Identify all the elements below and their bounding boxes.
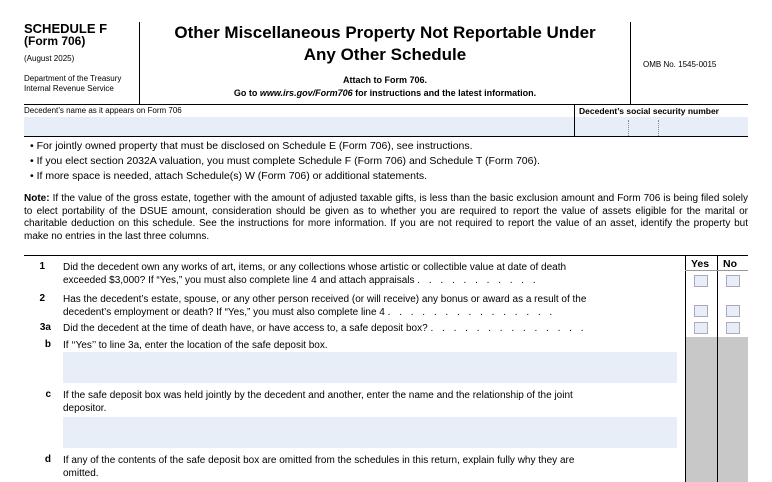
bullet-item: • If more space is needed, attach Schedule(s) W (Form 706) or additional statements.: [30, 170, 428, 182]
question-1-text: [63, 261, 675, 287]
question-3d-line1: If any of the contents of the safe deposit box are omitted from the schedules in this return, explain fully why they are: [63, 455, 575, 466]
note-text: If the value of the gross estate, together with the amount of adjusted taxable gifts, is less than the basic exclusion amount and Form 706 is being filed solely to elect portability of the DSUE amount, consideration should be given as to whether you are required to report the value of assets eligible for the marital or charitable deduction on this schedule. See the instructions for more information. If you are not required to report the value of an asset, identify the property but make no entries in the last three columns.: [24, 193, 748, 242]
leader-dots: . . . . . . . . . . . . . .: [430, 323, 587, 334]
schedule-name: SCHEDULE F: [24, 21, 108, 36]
instruction-bullets: [30, 139, 540, 184]
question-3b-text: If ‘‘Yes’’ to line 3a, enter the location of the safe deposit box.: [63, 340, 328, 351]
question-number: b: [44, 339, 51, 350]
question-2-line2: decedent’s employment or death? If “Yes,” you must also complete line 4: [63, 307, 385, 318]
q2-no-checkbox[interactable]: [726, 305, 740, 317]
question-1-line1: Did the decedent own any works of art, items, or any collections whose artistic or collectible value at date of death: [63, 262, 567, 273]
schedule-identifier: [24, 22, 140, 104]
revision-date: (August 2025): [24, 54, 75, 63]
q3a-yes-checkbox[interactable]: [694, 322, 708, 334]
bullet-item: • For jointly owned property that must be disclosed on Schedule E (Form 706), see instructions.: [30, 140, 473, 152]
instructions-link[interactable]: www.irs.gov/Form706: [259, 88, 353, 98]
q1-yes-checkbox[interactable]: [694, 275, 708, 287]
agency-line: Internal Revenue Service: [24, 84, 114, 93]
bullet-item: • If you elect section 2032A valuation, you must complete Schedule F (Form 706) and Schedule T (Form 706).: [30, 155, 540, 167]
question-3a-text: [63, 322, 675, 335]
shaded-yes-area: [686, 337, 717, 482]
question-3c-line1: If the safe deposit box was held jointly by the decedent and another, enter the name and the relationship of the joint: [63, 390, 573, 401]
note-label: Note:: [24, 193, 50, 204]
question-number: 3a: [39, 322, 51, 333]
questions-divider: [24, 255, 748, 256]
question-3a-line1: Did the decedent at the time of death have, or have access to, a safe deposit box?: [63, 323, 428, 334]
form-title-line1: Other Miscellaneous Property Not Reportable Under: [174, 23, 596, 42]
department-line: Department of the Treasury: [24, 74, 122, 83]
question-number: c: [45, 389, 51, 400]
leader-dots: . . . . . . . . . . . . . . .: [387, 307, 556, 318]
ssn-separator: [628, 120, 629, 136]
yes-header: Yes: [691, 258, 710, 270]
note-paragraph: [24, 193, 748, 243]
attach-instruction: Attach to Form 706.: [342, 75, 427, 85]
question-3c-text: [63, 389, 675, 415]
leader-dots: . . . . . . . . . . .: [417, 275, 539, 286]
header-underline: [685, 270, 748, 271]
form-title-block: [140, 22, 630, 104]
question-number: d: [44, 454, 51, 465]
omb-number: OMB No. 1545-0015: [643, 60, 717, 69]
decedent-row-divider: [24, 136, 748, 137]
shaded-no-area: [718, 337, 748, 482]
safe-deposit-location-field[interactable]: [63, 352, 677, 383]
form-number: (Form 706): [24, 34, 86, 48]
decedent-ssn-field[interactable]: [575, 117, 748, 136]
question-2-line1: Has the decedent’s estate, spouse, or any other person received (or will receive) any bonus or award as a result of the: [63, 294, 587, 305]
question-number: 1: [39, 261, 45, 272]
goto-instruction: [140, 88, 630, 98]
q1-no-checkbox[interactable]: [726, 275, 740, 287]
question-1-line2: exceeded $3,000? If “Yes,” you must also complete line 4 and attach appraisals: [63, 275, 415, 286]
goto-suffix: for instructions and the latest information.: [352, 88, 537, 98]
no-header: No: [723, 258, 737, 270]
ssn-separator: [658, 120, 659, 136]
omb-block: [630, 22, 748, 104]
question-3d-line2: omitted.: [63, 468, 99, 479]
decedent-name-label: Decedent’s name as it appears on Form 706: [24, 106, 182, 115]
form-title-line2: Any Other Schedule: [303, 45, 467, 64]
question-3c-line2: depositor.: [63, 403, 107, 414]
q2-yes-checkbox[interactable]: [694, 305, 708, 317]
q3a-no-checkbox[interactable]: [726, 322, 740, 334]
question-number: 2: [39, 293, 45, 304]
decedent-ssn-label: Decedent’s social security number: [579, 106, 719, 116]
question-3d-text: [63, 454, 675, 480]
decedent-name-field[interactable]: [24, 117, 574, 136]
question-2-text: [63, 293, 675, 319]
yes-no-column: [685, 256, 748, 482]
goto-prefix: Go to: [233, 88, 260, 98]
joint-depositor-field[interactable]: [63, 417, 677, 448]
